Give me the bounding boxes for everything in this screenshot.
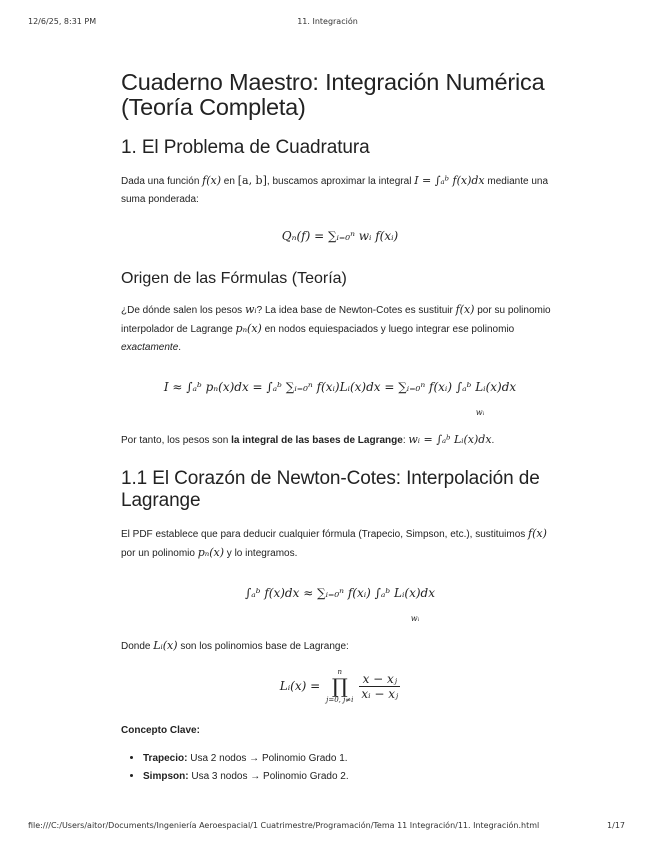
equation-origin xyxy=(121,365,559,417)
text-run: en xyxy=(221,176,238,187)
math-inline: pₙ(x) xyxy=(197,546,225,559)
list-item-label: Trapecio: xyxy=(143,753,188,764)
text-run: , buscamos aproximar la integral xyxy=(266,176,415,187)
origin-paragraph xyxy=(121,301,559,357)
lagrange-intro xyxy=(121,637,559,656)
underbrace-label: wᵢ xyxy=(475,408,485,417)
print-page-number: 1/17 xyxy=(607,821,625,830)
text-run: y lo integramos. xyxy=(224,548,298,559)
equation-newton-cotes xyxy=(121,571,559,623)
fraction xyxy=(359,672,400,701)
math-inline: I = ∫ₐᵇ f(x)dx xyxy=(414,174,485,187)
text-run: por un polinomio xyxy=(121,548,198,559)
equation-newton-cotes-body: ∫ₐᵇ f(x)dx ≈ ∑ᵢ₌₀ⁿ f(xᵢ) ∫ₐᵇ Lᵢ(x)dx xyxy=(244,586,435,600)
list-item-label: Simpson: xyxy=(143,771,189,782)
text-run: Dada una función xyxy=(121,176,203,187)
origin-heading: Origen de las Fórmulas (Teoría) xyxy=(121,270,347,287)
document-title: Cuaderno Maestro: Integración Numérica (Teoría Completa) xyxy=(121,69,545,120)
math-inline: [a, b] xyxy=(237,174,267,187)
product-symbol: ∏ xyxy=(331,674,348,698)
text-run: . xyxy=(491,435,495,446)
text-run: son los polinomios base de Lagrange: xyxy=(177,641,349,652)
lagrange-lhs: Lᵢ(x) = xyxy=(279,679,321,693)
print-datetime: 12/6/25, 8:31 PM xyxy=(28,17,97,26)
math-inline: wᵢ xyxy=(244,303,257,316)
math-inline: Lᵢ(x) xyxy=(153,639,178,652)
text-run: El PDF establece que para deducir cualquier fórmula (Trapecio, Simpson, etc.), sustituimos xyxy=(121,529,529,540)
equation-origin-body: I ≈ ∫ₐᵇ pₙ(x)dx = ∫ₐᵇ ∑ᵢ₌₀ⁿ f(xᵢ)Lᵢ(x)dx = ∑ᵢ₌₀ⁿ f(xᵢ) ∫ₐᵇ Lᵢ(x)dx xyxy=(163,380,517,394)
equation-lagrange-basis xyxy=(121,664,559,708)
math-inline: f(x) xyxy=(455,303,475,316)
text-run: en nodos equiespaciados y luego integrar ese polinomio xyxy=(261,324,515,335)
list-item xyxy=(143,750,559,767)
text-run: . xyxy=(178,342,182,353)
math-inline: f(x) xyxy=(528,527,547,540)
math-inline: f(x) xyxy=(202,174,222,187)
underbrace-label: wᵢ xyxy=(410,614,420,623)
fraction-denominator: xᵢ − xⱼ xyxy=(361,686,399,701)
text-run: : xyxy=(402,435,409,446)
print-footer xyxy=(0,821,655,833)
document-body xyxy=(121,70,559,786)
section-1-1-paragraph xyxy=(121,525,559,563)
print-header xyxy=(0,17,655,29)
text-run: ¿De dónde salen los pesos xyxy=(121,305,245,316)
concept-list xyxy=(121,750,559,785)
text-run: mediante una suma ponderada: xyxy=(121,176,549,205)
math-inline: pₙ(x) xyxy=(235,322,262,335)
math-inline: wᵢ = ∫ₐᵇ Lᵢ(x)dx xyxy=(408,433,492,446)
print-file-path: file:///C:/Users/aitor/Documents/Ingeniería Aeroespacial/1 Cuatrimestre/Programación/Tema 11 Integración/11. Integración.html xyxy=(28,821,540,830)
fraction-numerator: x − xⱼ xyxy=(362,671,397,686)
list-item xyxy=(143,768,559,785)
origin-conclusion xyxy=(121,431,559,450)
product-upper-limit: n xyxy=(337,668,343,676)
list-item-text: Usa 3 nodos → Polinomio Grado 2. xyxy=(188,771,349,782)
text-run: por su polinomio interpolador de Lagrange xyxy=(121,305,551,335)
concept-heading-text: Concepto Clave: xyxy=(121,725,200,736)
text-run: Por tanto, los pesos son xyxy=(121,435,232,446)
list-item-text: Usa 2 nodos → Polinomio Grado 1. xyxy=(187,753,348,764)
equation-quadrature: Qₙ(f) = ∑ᵢ₌₀ⁿ wᵢ f(xᵢ) xyxy=(281,229,399,243)
bold-text: la integral de las bases de Lagrange xyxy=(231,435,403,446)
emphasis: exactamente xyxy=(121,342,179,353)
print-title: 11. Integración xyxy=(297,17,358,26)
text-run: ? La idea base de Newton-Cotes es sustituir xyxy=(256,305,456,316)
concept-heading xyxy=(121,722,559,740)
text-run: Donde xyxy=(121,641,154,652)
section-1-paragraph xyxy=(121,172,559,209)
section-1-1-heading: 1.1 El Corazón de Newton-Cotes: Interpolación de Lagrange xyxy=(121,468,540,511)
section-1-heading: 1. El Problema de Cuadratura xyxy=(121,137,370,158)
product-operator xyxy=(326,668,353,704)
product-lower-limit: j=0, j≠i xyxy=(326,696,354,704)
